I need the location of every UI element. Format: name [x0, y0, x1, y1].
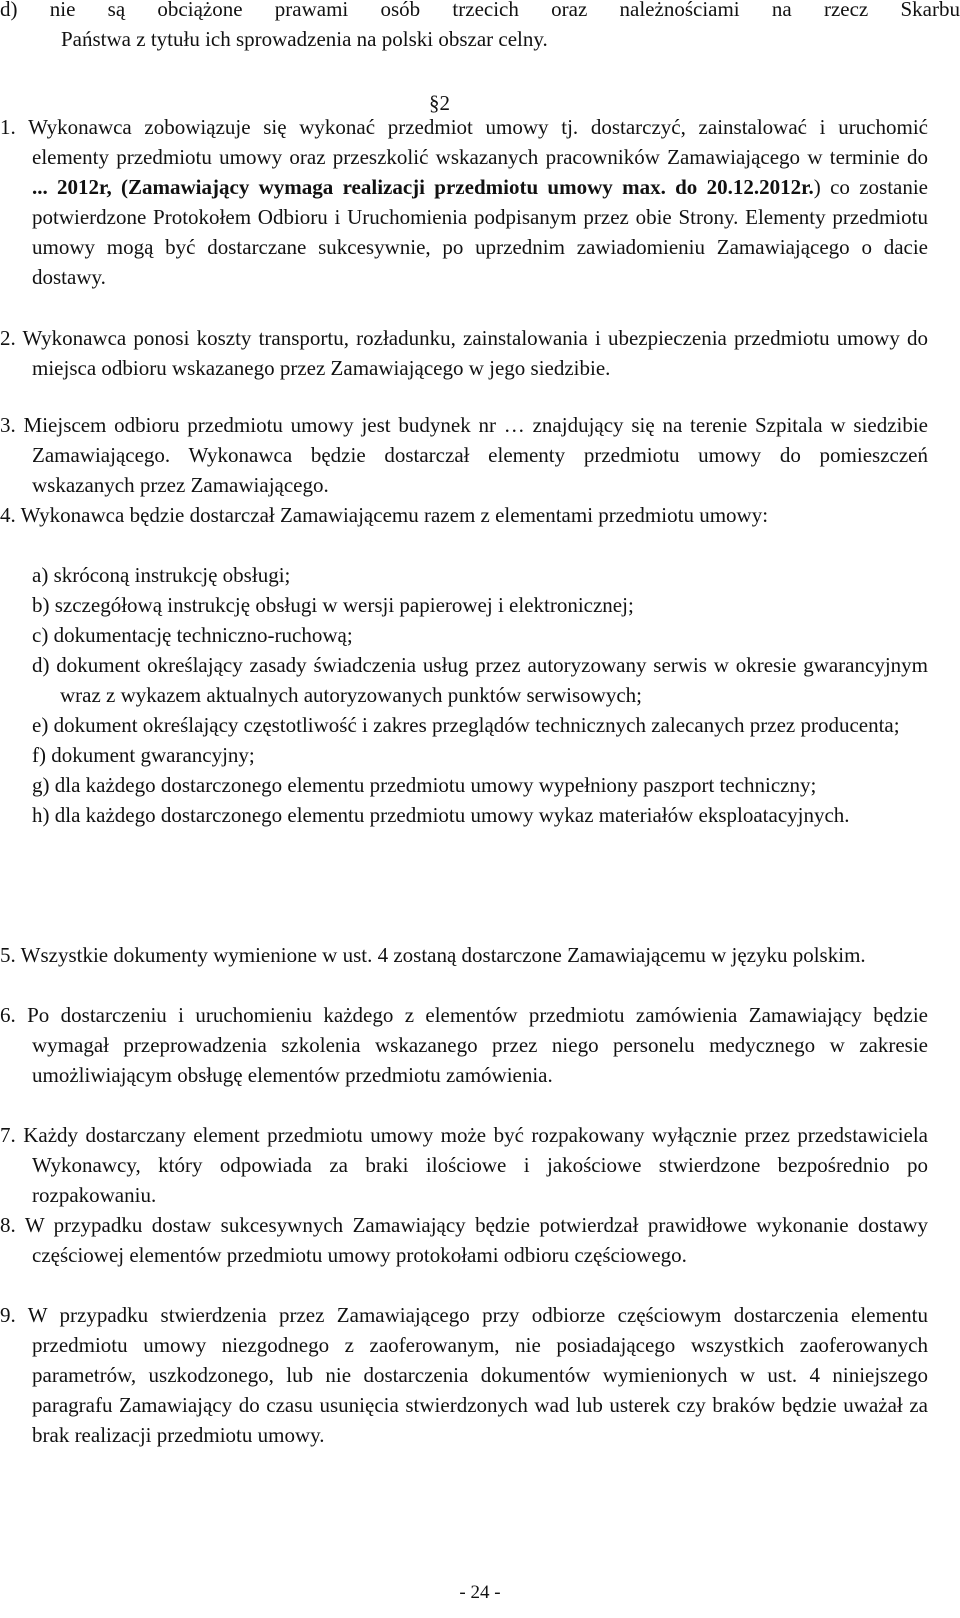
item-1 — [0, 112, 960, 292]
item-3-text: Miejscem odbioru przedmiotu umowy jest budynek nr … znajdujący się na terenie Szpitala w siedzibie Zamawiającego. Wykonawca będzie dostarczał elementy przedmiotu umowy do pomieszczeń wskazanych przez Zamawiającego. — [23, 413, 928, 497]
intro-line-2: Państwa z tytułu ich sprowadzenia na polski obszar celny. — [61, 27, 548, 51]
item-2 — [0, 323, 960, 383]
item-6 — [0, 1000, 960, 1090]
item-7-text: Każdy dostarczany element przedmiotu umowy może być rozpakowany wyłącznie przez przedstawiciela Wykonawcy, który odpowiada za braki ilościowe i jakościowe stwierdzone bezpośrednio po rozpakowaniu. — [23, 1123, 928, 1207]
sub-item-f: f) dokument gwarancyjny; — [32, 743, 255, 767]
sub-item-h: h) dla każdego dostarczonego elementu przedmiotu umowy wykaz materiałów eksploatacyjnych. — [32, 803, 850, 827]
item-1-text-a: Wykonawca zobowiązuje się wykonać przedmiot umowy tj. dostarczyć, zainstalować i uruchomić elementy przedmiotu umowy oraz przeszkolić wskazanych pracowników Zamawiającego w terminie do — [28, 115, 928, 169]
item-5-number: 5. — [0, 943, 16, 967]
item-8-number: 8. — [0, 1213, 16, 1237]
sub-item-a: a) skróconą instrukcję obsługi; — [32, 563, 291, 587]
sub-item-e: e) dokument określający częstotliwość i zakres przeglądów technicznych zalecanych przez producenta; — [32, 713, 900, 737]
item-3-number: 3. — [0, 413, 16, 437]
item-1-number: 1. — [0, 115, 16, 139]
item-6-text: Po dostarczeniu i uruchomieniu każdego z elementów przedmiotu zamówienia Zamawiający będzie wymagał przeprowadzenia szkolenia wskazanego przez niego personelu medycznego w zakresie umożliwiającym obsługę elementów przedmiotu zamówienia. — [27, 1003, 929, 1087]
item-9-number: 9. — [0, 1303, 16, 1327]
item-2-number: 2. — [0, 326, 16, 350]
item-6-number: 6. — [0, 1003, 16, 1027]
item-9-text: W przypadku stwierdzenia przez Zamawiającego przy odbiorze częściowym dostarczenia elementu przedmiotu umowy niezgodnego z zaoferowanym, nie posiadającego wszystkich zaoferowanych parametrów, uszkodzonego, lub nie dostarczenia dokumentów wymienionych w ust. 4 niniejszego paragrafu Zamawiający do czasu usunięcia stwierdzonych wad lub usterek czy braków będzie uważał za brak realizacji przedmiotu umowy. — [27, 1303, 928, 1447]
item-4-sublist — [32, 560, 928, 830]
intro-line-1: d) nie są obciążone prawami osób trzecich oraz należnościami na rzecz Skarbu — [0, 0, 960, 21]
page-number: - 24 - — [459, 1582, 501, 1603]
item-9 — [0, 1300, 960, 1450]
item-2-text: Wykonawca ponosi koszty transportu, rozładunku, zainstalowania i ubezpieczenia przedmiotu umowy do miejsca odbioru wskazanego przez Zamawiającego w jego siedzibie. — [22, 326, 929, 380]
item-1-deadline: ... 2012r, (Zamawiający wymaga realizacji przedmiotu umowy max. do 20.12.2012r. — [32, 175, 814, 199]
item-5-text: Wszystkie dokumenty wymienione w ust. 4 zostaną dostarczone Zamawiającemu w języku polskim. — [20, 943, 866, 967]
item-4 — [0, 500, 960, 530]
item-5 — [0, 940, 960, 970]
intro-item-d — [0, 0, 960, 54]
item-7-number: 7. — [0, 1123, 16, 1147]
sub-item-g: g) dla każdego dostarczonego elementu przedmiotu umowy wypełniony paszport techniczny; — [32, 773, 817, 797]
sub-item-d: d) dokument określający zasady świadczenia usług przez autoryzowany serwis w okresie gwarancyjnym wraz z wykazem aktualnych autoryzowanych punktów serwisowych; — [32, 653, 928, 707]
section-marker: §2 — [429, 91, 450, 115]
item-3 — [0, 410, 960, 500]
sub-item-b: b) szczegółową instrukcję obsługi w wersji papierowej i elektronicznej; — [32, 593, 634, 617]
item-4-text: Wykonawca będzie dostarczał Zamawiającemu razem z elementami przedmiotu umowy: — [20, 503, 769, 527]
item-1-text-b: ) co zostanie potwierdzone Protokołem Odbioru i Uruchomienia podpisanym przez obie Strony. Elementy przedmiotu umowy mogą być dostarczane sukcesywnie, po uprzednim zawiadomieniu Zamawiającego o dacie dostawy. — [32, 175, 928, 289]
item-8 — [0, 1210, 960, 1270]
item-4-number: 4. — [0, 503, 16, 527]
sub-item-c: c) dokumentację techniczno-ruchową; — [32, 623, 353, 647]
item-8-text: W przypadku dostaw sukcesywnych Zamawiający będzie potwierdzał prawidłowe wykonanie dostawy częściowej elementów przedmiotu umowy protokołami odbioru częściowego. — [24, 1213, 928, 1267]
item-7 — [0, 1120, 960, 1210]
